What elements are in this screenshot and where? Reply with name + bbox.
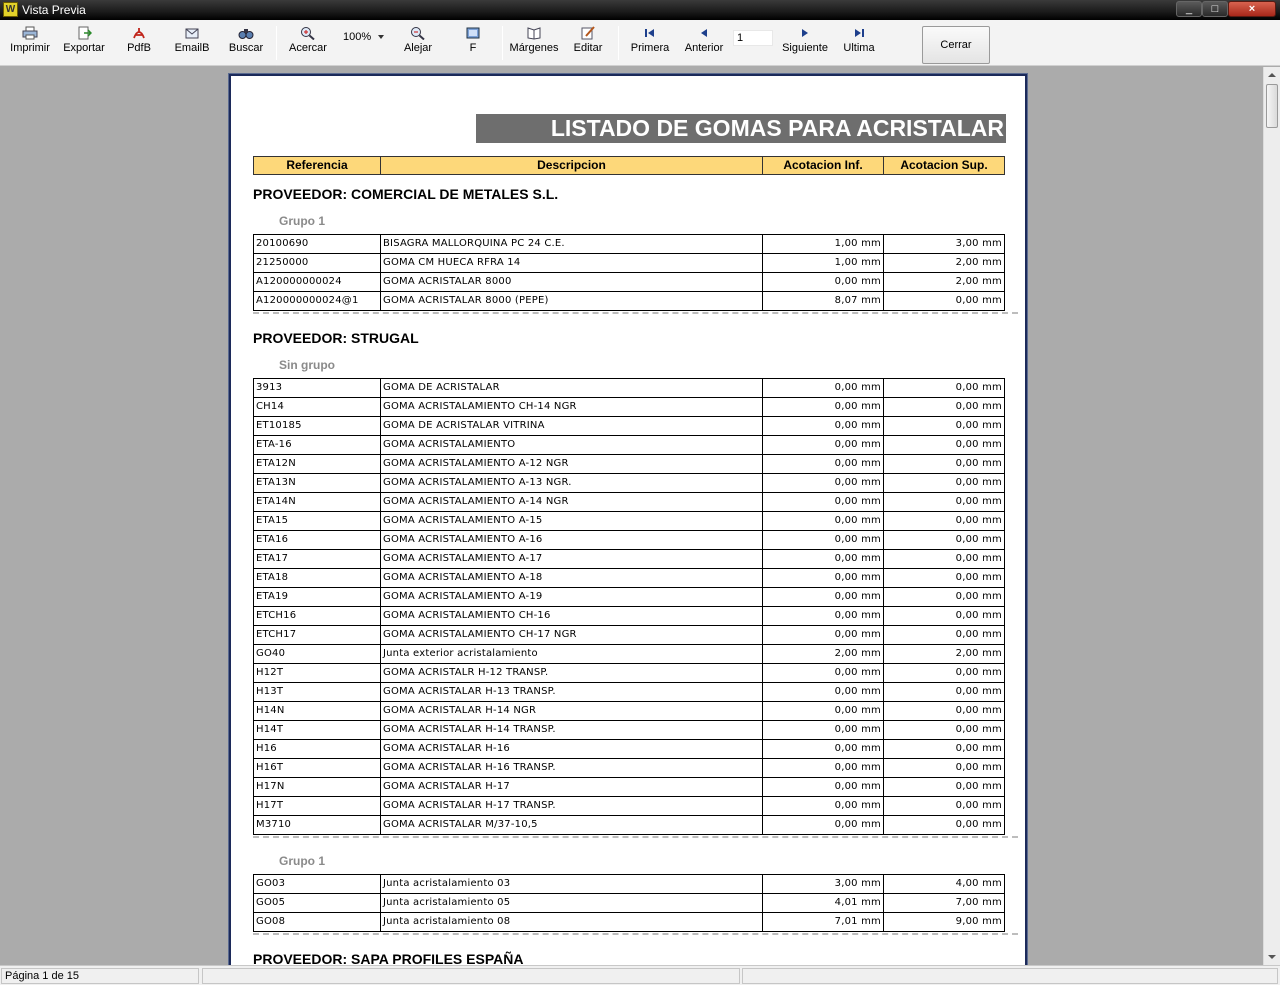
zoom-select[interactable]	[340, 29, 388, 47]
window-title: Vista Previa	[22, 3, 86, 17]
cell-upper-dimension: 0,00 mm	[884, 759, 1005, 777]
cell-lower-dimension: 0,00 mm	[763, 379, 884, 397]
cell-upper-dimension: 2,00 mm	[884, 254, 1005, 272]
cell-upper-dimension: 9,00 mm	[884, 913, 1005, 931]
cell-lower-dimension: 0,00 mm	[763, 569, 884, 587]
provider-heading: PROVEEDOR: COMERCIAL DE METALES S.L.	[253, 186, 559, 202]
cell-description: GOMA ACRISTALAMIENTO A-17	[381, 550, 763, 568]
cell-upper-dimension: 0,00 mm	[884, 474, 1005, 492]
table-row	[253, 550, 1005, 569]
cell-description: GOMA ACRISTALAMIENTO A-12 NGR	[381, 455, 763, 473]
cell-upper-dimension: 0,00 mm	[884, 588, 1005, 606]
cell-lower-dimension: 0,00 mm	[763, 493, 884, 511]
cell-upper-dimension: 0,00 mm	[884, 550, 1005, 568]
cell-description: BISAGRA MALLORQUINA PC 24 C.E.	[381, 235, 763, 253]
scroll-up-button[interactable]	[1264, 67, 1280, 83]
margins-icon	[526, 26, 542, 40]
cell-description: GOMA ACRISTALAMIENTO A-18	[381, 569, 763, 587]
cell-description: GOMA CM HUECA RFRA 14	[381, 254, 763, 272]
cell-lower-dimension: 0,00 mm	[763, 550, 884, 568]
toolbar-separator	[618, 26, 619, 60]
cell-upper-dimension: 4,00 mm	[884, 875, 1005, 893]
table-row	[253, 493, 1005, 512]
cell-reference: H14T	[253, 721, 381, 739]
cell-upper-dimension: 0,00 mm	[884, 664, 1005, 682]
status-bar	[0, 965, 1280, 985]
cell-upper-dimension: 0,00 mm	[884, 417, 1005, 435]
cell-upper-dimension: 0,00 mm	[884, 683, 1005, 701]
cell-lower-dimension: 1,00 mm	[763, 254, 884, 272]
cell-description: GOMA ACRISTALAR H-17 TRANSP.	[381, 797, 763, 815]
export-label: Exportar	[63, 42, 105, 54]
cell-description: GOMA ACRISTALAR H-14 NGR	[381, 702, 763, 720]
toolbar	[0, 20, 1280, 66]
last-page-icon	[851, 26, 867, 40]
table-row	[253, 607, 1005, 626]
arrow-down-icon	[1268, 955, 1276, 959]
table-row	[253, 913, 1005, 932]
group-heading: Grupo 1	[279, 854, 326, 868]
cell-lower-dimension: 3,00 mm	[763, 875, 884, 893]
zoom-out-button[interactable]	[400, 24, 436, 64]
column-header: Descripcion	[381, 156, 763, 175]
cell-reference: A120000000024	[253, 273, 381, 291]
table-row	[253, 740, 1005, 759]
cell-upper-dimension: 0,00 mm	[884, 740, 1005, 758]
cell-lower-dimension: 0,00 mm	[763, 816, 884, 834]
zoom-in-label: Acercar	[289, 42, 327, 54]
cell-description: Junta exterior acristalamiento	[381, 645, 763, 663]
cell-lower-dimension: 0,00 mm	[763, 664, 884, 682]
edit-icon	[580, 26, 596, 40]
cell-reference: A120000000024@1	[253, 292, 381, 310]
cell-reference: ETCH17	[253, 626, 381, 644]
cell-lower-dimension: 2,00 mm	[763, 645, 884, 663]
cell-reference: H17T	[253, 797, 381, 815]
table-row	[253, 417, 1005, 436]
cell-lower-dimension: 0,00 mm	[763, 588, 884, 606]
cell-upper-dimension: 0,00 mm	[884, 816, 1005, 834]
scroll-down-button[interactable]	[1264, 949, 1280, 965]
cell-reference: GO05	[253, 894, 381, 912]
cell-upper-dimension: 0,00 mm	[884, 569, 1005, 587]
toolbar-separator	[502, 26, 503, 60]
cell-lower-dimension: 0,00 mm	[763, 474, 884, 492]
cell-description: GOMA DE ACRISTALAR VITRINA	[381, 417, 763, 435]
print-label: Imprimir	[10, 42, 50, 54]
zoom-in-icon	[300, 26, 316, 40]
cell-reference: H14N	[253, 702, 381, 720]
cell-lower-dimension: 0,00 mm	[763, 436, 884, 454]
cell-description: GOMA ACRISTALAMIENTO CH-14 NGR	[381, 398, 763, 416]
table-row	[253, 474, 1005, 493]
provider-heading: PROVEEDOR: STRUGAL	[253, 330, 419, 346]
cell-description: GOMA ACRISTALAR H-14 TRANSP.	[381, 721, 763, 739]
cell-upper-dimension: 0,00 mm	[884, 607, 1005, 625]
cell-lower-dimension: 7,01 mm	[763, 913, 884, 931]
cell-upper-dimension: 3,00 mm	[884, 235, 1005, 253]
cell-lower-dimension: 0,00 mm	[763, 626, 884, 644]
column-header: Referencia	[253, 156, 381, 175]
cell-upper-dimension: 0,00 mm	[884, 292, 1005, 310]
cell-description: GOMA ACRISTALAR H-16 TRANSP.	[381, 759, 763, 777]
export-button[interactable]	[60, 24, 108, 64]
cell-reference: ET10185	[253, 417, 381, 435]
pdf-label: PdfB	[127, 42, 151, 54]
cell-description: GOMA ACRISTALAMIENTO A-16	[381, 531, 763, 549]
table-row	[253, 455, 1005, 474]
printer-icon	[22, 26, 38, 40]
cell-description: GOMA ACRISTALAMIENTO A-19	[381, 588, 763, 606]
table-row	[253, 436, 1005, 455]
table-row	[253, 816, 1005, 835]
close-window-button[interactable]: ×	[1228, 1, 1276, 17]
cell-upper-dimension: 0,00 mm	[884, 493, 1005, 511]
cell-description: GOMA ACRISTALAR H-17	[381, 778, 763, 796]
cell-lower-dimension: 1,00 mm	[763, 235, 884, 253]
cell-reference: ETA13N	[253, 474, 381, 492]
cell-description: GOMA ACRISTALAMIENTO A-14 NGR	[381, 493, 763, 511]
cell-upper-dimension: 0,00 mm	[884, 379, 1005, 397]
pdf-icon	[131, 26, 147, 40]
group-table	[253, 378, 1005, 835]
cell-lower-dimension: 0,00 mm	[763, 721, 884, 739]
table-row	[253, 721, 1005, 740]
cell-upper-dimension: 0,00 mm	[884, 531, 1005, 549]
page-info: Página 1 de 15	[1, 968, 199, 984]
next-icon	[797, 26, 813, 40]
cell-reference: ETCH16	[253, 607, 381, 625]
cell-reference: 20100690	[253, 235, 381, 253]
cell-description: GOMA ACRISTALAMIENTO A-13 NGR.	[381, 474, 763, 492]
vertical-scrollbar[interactable]	[1263, 67, 1280, 965]
report-page	[229, 74, 1027, 965]
table-row	[253, 531, 1005, 550]
cell-upper-dimension: 0,00 mm	[884, 778, 1005, 796]
table-row	[253, 778, 1005, 797]
cell-lower-dimension: 0,00 mm	[763, 455, 884, 473]
cell-reference: ETA12N	[253, 455, 381, 473]
cell-upper-dimension: 0,00 mm	[884, 702, 1005, 720]
minimize-button[interactable]: _	[1176, 1, 1202, 17]
cell-lower-dimension: 0,00 mm	[763, 398, 884, 416]
cell-upper-dimension: 0,00 mm	[884, 512, 1005, 530]
cell-reference: ETA15	[253, 512, 381, 530]
cell-lower-dimension: 0,00 mm	[763, 417, 884, 435]
cell-reference: ETA17	[253, 550, 381, 568]
cell-reference: H16	[253, 740, 381, 758]
column-header: Acotacion Inf.	[763, 156, 884, 175]
table-row	[253, 894, 1005, 913]
cell-upper-dimension: 0,00 mm	[884, 721, 1005, 739]
cell-lower-dimension: 0,00 mm	[763, 512, 884, 530]
cell-description: GOMA ACRISTALAMIENTO CH-17 NGR	[381, 626, 763, 644]
print-button[interactable]	[8, 24, 52, 64]
report-title: LISTADO DE GOMAS PARA ACRISTALAR	[476, 114, 1006, 143]
next-page-button[interactable]	[780, 24, 830, 64]
arrow-up-icon	[1268, 73, 1276, 77]
cell-lower-dimension: 4,01 mm	[763, 894, 884, 912]
cell-description: GOMA ACRISTALAMIENTO	[381, 436, 763, 454]
table-row	[253, 588, 1005, 607]
email-icon	[184, 26, 200, 40]
cell-description: Junta acristalamiento 08	[381, 913, 763, 931]
cell-description: GOMA ACRISTALAR 8000	[381, 273, 763, 291]
margins-button[interactable]	[508, 24, 560, 64]
cell-upper-dimension: 0,00 mm	[884, 398, 1005, 416]
cell-reference: ETA16	[253, 531, 381, 549]
group-table	[253, 234, 1005, 311]
app-icon: W	[3, 2, 18, 17]
group-heading: Grupo 1	[279, 214, 326, 228]
maximize-button[interactable]: □	[1202, 1, 1228, 17]
zoom-out-icon	[410, 26, 426, 40]
cell-reference: GO40	[253, 645, 381, 663]
cell-lower-dimension: 0,00 mm	[763, 607, 884, 625]
table-row	[253, 273, 1005, 292]
table-row	[253, 379, 1005, 398]
next-page-label: Siguiente	[782, 42, 828, 54]
table-row	[253, 664, 1005, 683]
export-icon	[76, 26, 92, 40]
cell-upper-dimension: 0,00 mm	[884, 455, 1005, 473]
table-row	[253, 254, 1005, 273]
cell-upper-dimension: 2,00 mm	[884, 273, 1005, 291]
table-row	[253, 702, 1005, 721]
cell-description: GOMA DE ACRISTALAR	[381, 379, 763, 397]
table-row	[253, 797, 1005, 816]
binoculars-icon	[238, 26, 254, 40]
cell-reference: ETA19	[253, 588, 381, 606]
edit-button[interactable]	[570, 24, 606, 64]
cell-description: Junta acristalamiento 03	[381, 875, 763, 893]
cell-reference: H12T	[253, 664, 381, 682]
group-separator	[253, 312, 1018, 314]
cell-upper-dimension: 7,00 mm	[884, 894, 1005, 912]
cell-reference: ETA-16	[253, 436, 381, 454]
fit-page-label: F	[469, 42, 477, 54]
page-number-input[interactable]: 1	[733, 30, 773, 46]
previous-icon	[696, 26, 712, 40]
cell-reference: 21250000	[253, 254, 381, 272]
column-header: Acotacion Sup.	[884, 156, 1005, 175]
table-row	[253, 292, 1005, 311]
table-row	[253, 759, 1005, 778]
zoom-out-label: Alejar	[403, 42, 433, 54]
table-row	[253, 626, 1005, 645]
group-table	[253, 874, 1005, 932]
scroll-thumb[interactable]	[1266, 84, 1278, 128]
cell-reference: H13T	[253, 683, 381, 701]
cell-upper-dimension: 0,00 mm	[884, 436, 1005, 454]
cell-upper-dimension: 0,00 mm	[884, 626, 1005, 644]
cell-description: GOMA ACRISTALAR 8000 (PEPE)	[381, 292, 763, 310]
table-row	[253, 683, 1005, 702]
cell-description: GOMA ACRISTALAMIENTO CH-16	[381, 607, 763, 625]
previous-page-label: Anterior	[684, 42, 724, 54]
cell-reference: 3913	[253, 379, 381, 397]
cell-description: Junta acristalamiento 05	[381, 894, 763, 912]
pdf-button[interactable]	[120, 24, 158, 64]
email-label: EmailB	[174, 42, 210, 54]
cell-lower-dimension: 0,00 mm	[763, 797, 884, 815]
first-page-icon	[642, 26, 658, 40]
table-row	[253, 235, 1005, 254]
first-page-label: Primera	[630, 42, 670, 54]
cell-lower-dimension: 0,00 mm	[763, 759, 884, 777]
toolbar-separator	[276, 26, 277, 60]
cell-reference: GO03	[253, 875, 381, 893]
cell-lower-dimension: 0,00 mm	[763, 531, 884, 549]
provider-heading: PROVEEDOR: SAPA PROFILES ESPAÑA	[253, 951, 524, 965]
cell-reference: M3710	[253, 816, 381, 834]
cell-reference: H17N	[253, 778, 381, 796]
cell-reference: H16T	[253, 759, 381, 777]
cell-reference: CH14	[253, 398, 381, 416]
first-page-button[interactable]	[628, 24, 672, 64]
cell-lower-dimension: 0,00 mm	[763, 740, 884, 758]
cell-description: GOMA ACRISTALAR H-16	[381, 740, 763, 758]
cell-reference: ETA18	[253, 569, 381, 587]
table-row	[253, 398, 1005, 417]
cell-lower-dimension: 0,00 mm	[763, 683, 884, 701]
cell-lower-dimension: 0,00 mm	[763, 778, 884, 796]
email-button[interactable]	[172, 24, 212, 64]
margins-label: Márgenes	[509, 42, 559, 54]
last-page-button[interactable]	[840, 24, 878, 64]
cell-lower-dimension: 0,00 mm	[763, 273, 884, 291]
table-row	[253, 569, 1005, 588]
zoom-in-button[interactable]	[286, 24, 330, 64]
search-button[interactable]	[226, 24, 266, 64]
fit-page-button[interactable]	[460, 24, 486, 64]
preview-viewport[interactable]	[0, 67, 1263, 965]
cell-reference: ETA14N	[253, 493, 381, 511]
previous-page-button[interactable]	[682, 24, 726, 64]
close-button[interactable]: Cerrar	[922, 26, 990, 64]
group-separator	[253, 933, 1018, 935]
table-row	[253, 512, 1005, 531]
column-header-row	[253, 156, 1005, 175]
search-label: Buscar	[228, 42, 264, 54]
group-heading: Sin grupo	[279, 358, 335, 372]
cell-lower-dimension: 0,00 mm	[763, 702, 884, 720]
group-separator	[253, 836, 1018, 838]
cell-upper-dimension: 2,00 mm	[884, 645, 1005, 663]
edit-label: Editar	[573, 42, 603, 54]
cell-description: GOMA ACRISTALAR H-13 TRANSP.	[381, 683, 763, 701]
cell-reference: GO08	[253, 913, 381, 931]
table-row	[253, 875, 1005, 894]
cell-lower-dimension: 8,07 mm	[763, 292, 884, 310]
chevron-down-icon	[378, 35, 384, 39]
table-row	[253, 645, 1005, 664]
cell-upper-dimension: 0,00 mm	[884, 797, 1005, 815]
cell-description: GOMA ACRISTALAMIENTO A-15	[381, 512, 763, 530]
title-bar	[0, 0, 1280, 20]
fit-page-icon	[465, 26, 481, 40]
zoom-value: 100%	[343, 31, 372, 43]
status-panel	[742, 968, 1278, 984]
last-page-label: Ultima	[843, 42, 875, 54]
status-panel	[202, 968, 740, 984]
cell-description: GOMA ACRISTALR H-12 TRANSP.	[381, 664, 763, 682]
cell-description: GOMA ACRISTALAR M/37-10,5	[381, 816, 763, 834]
